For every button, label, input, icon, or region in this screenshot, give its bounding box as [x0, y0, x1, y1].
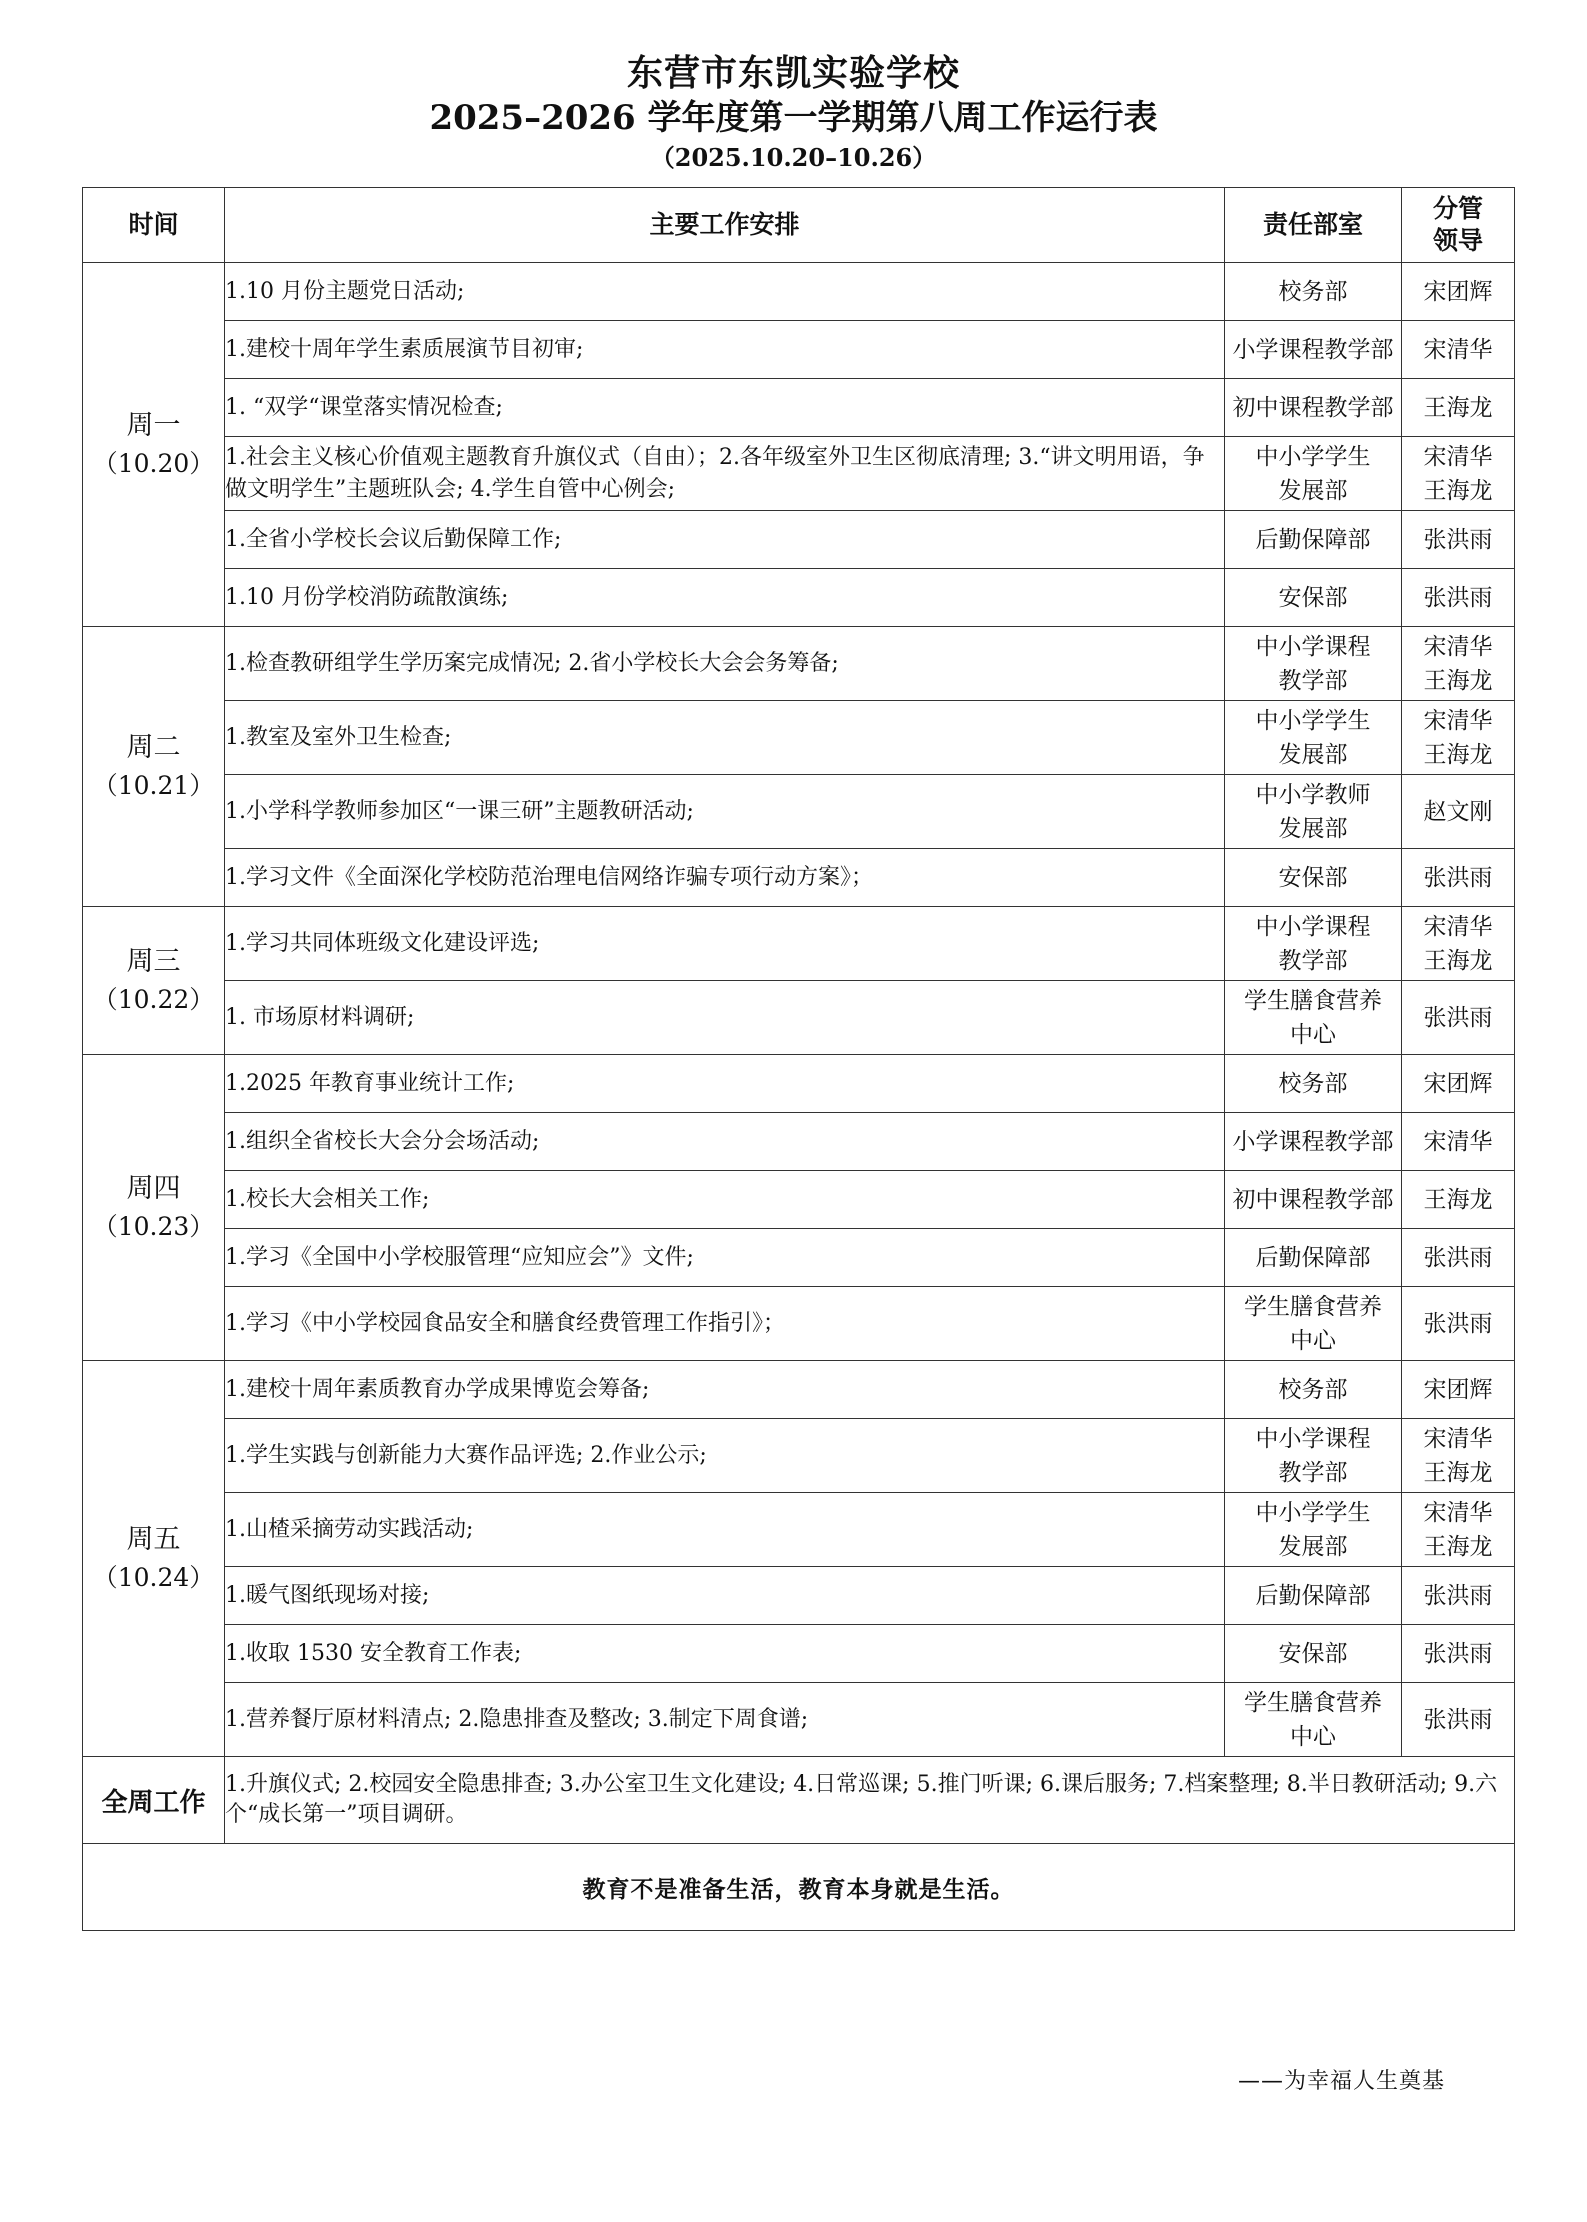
day-date: （10.24） [92, 1562, 215, 1592]
leader-cell: 张洪雨 [1402, 1567, 1515, 1625]
table-row [83, 1567, 1515, 1625]
dept-cell: 安保部 [1225, 569, 1402, 627]
school-name: 东营市东凯实验学校 [626, 52, 960, 94]
day-cell [83, 907, 225, 1055]
table-row [83, 849, 1515, 907]
leader-cell: 张洪雨 [1402, 1625, 1515, 1683]
date-range: （2025.10.20–10.26） [650, 143, 937, 172]
footer-slogan: ——为幸福人生奠基 [1238, 2069, 1446, 2094]
dept-cell: 小学课程教学部 [1225, 321, 1402, 379]
leader-cell: 张洪雨 [1402, 1229, 1515, 1287]
all-week-row [83, 1757, 1515, 1844]
leader-cell: 宋清华 王海龙 [1402, 627, 1515, 701]
leader-cell: 张洪雨 [1402, 981, 1515, 1055]
day-date: （10.21） [92, 770, 215, 800]
table-row [83, 1625, 1515, 1683]
task-cell: 1.学习共同体班级文化建设评选; [225, 907, 1225, 981]
col-header-work: 主要工作安排 [225, 188, 1225, 263]
day-cell [83, 263, 225, 627]
col-header-dept: 责任部室 [1225, 188, 1402, 263]
table-header-row [83, 188, 1515, 263]
table-row [83, 1287, 1515, 1361]
leader-cell: 宋清华 王海龙 [1402, 907, 1515, 981]
leader-cell: 张洪雨 [1402, 1287, 1515, 1361]
leader-cell: 宋清华 王海龙 [1402, 1419, 1515, 1493]
table-row [83, 263, 1515, 321]
task-cell: 1.校长大会相关工作; [225, 1171, 1225, 1229]
day-label: 周一 [126, 409, 181, 441]
leader-cell: 宋清华 王海龙 [1402, 437, 1515, 511]
table-row [83, 907, 1515, 981]
table-row [83, 1361, 1515, 1419]
motto-text: 教育不是准备生活，教育本身就是生活。 [83, 1844, 1515, 1931]
day-label: 周五 [126, 1523, 181, 1555]
leader-cell: 张洪雨 [1402, 569, 1515, 627]
schedule-table [82, 187, 1515, 1931]
dept-cell: 后勤保障部 [1225, 511, 1402, 569]
dept-cell: 小学课程教学部 [1225, 1113, 1402, 1171]
leader-cell: 宋团辉 [1402, 1361, 1515, 1419]
task-cell: 1.教室及室外卫生检查; [225, 701, 1225, 775]
day-label: 周二 [126, 731, 181, 763]
task-cell: 1.建校十周年学生素质展演节目初审; [225, 321, 1225, 379]
dept-cell: 中小学学生 发展部 [1225, 701, 1402, 775]
dept-cell: 中小学课程 教学部 [1225, 907, 1402, 981]
table-row [83, 627, 1515, 701]
task-cell: 1.建校十周年素质教育办学成果博览会筹备; [225, 1361, 1225, 1419]
dept-cell: 学生膳食营养 中心 [1225, 1287, 1402, 1361]
table-row [83, 1113, 1515, 1171]
table-row [83, 1055, 1515, 1113]
page-header [0, 50, 1587, 176]
dept-cell: 校务部 [1225, 1361, 1402, 1419]
leader-cell: 张洪雨 [1402, 511, 1515, 569]
task-cell: 1.暖气图纸现场对接; [225, 1567, 1225, 1625]
leader-cell: 王海龙 [1402, 379, 1515, 437]
task-cell: 1.收取 1530 安全教育工作表; [225, 1625, 1225, 1683]
table-row [83, 1493, 1515, 1567]
dept-cell: 初中课程教学部 [1225, 1171, 1402, 1229]
day-date: （10.23） [92, 1211, 215, 1241]
task-cell: 1.全省小学校长会议后勤保障工作; [225, 511, 1225, 569]
dept-cell: 初中课程教学部 [1225, 379, 1402, 437]
dept-cell: 中小学学生 发展部 [1225, 437, 1402, 511]
task-cell: 1.2025 年教育事业统计工作; [225, 1055, 1225, 1113]
table-row [83, 1171, 1515, 1229]
task-cell: 1.10 月份学校消防疏散演练; [225, 569, 1225, 627]
table-row [83, 981, 1515, 1055]
task-cell: 1.学生实践与创新能力大赛作品评选; 2.作业公示; [225, 1419, 1225, 1493]
dept-cell: 后勤保障部 [1225, 1229, 1402, 1287]
task-cell: 1.学习《中小学校园食品安全和膳食经费管理工作指引》； [225, 1287, 1225, 1361]
leader-cell: 张洪雨 [1402, 1683, 1515, 1757]
dept-cell: 中小学课程 教学部 [1225, 627, 1402, 701]
table-row [83, 511, 1515, 569]
leader-cell: 张洪雨 [1402, 849, 1515, 907]
table-row [83, 775, 1515, 849]
task-cell: 1.10 月份主题党日活动; [225, 263, 1225, 321]
task-cell: 1.小学科学教师参加区“一课三研”主题教研活动; [225, 775, 1225, 849]
leader-cell: 宋团辉 [1402, 1055, 1515, 1113]
dept-cell: 安保部 [1225, 849, 1402, 907]
dept-cell: 校务部 [1225, 1055, 1402, 1113]
task-cell: 1.学习《全国中小学校服管理“应知应会”》文件; [225, 1229, 1225, 1287]
task-cell: 1. “双学“课堂落实情况检查; [225, 379, 1225, 437]
table-row [83, 437, 1515, 511]
task-cell: 1.社会主义核心价值观主题教育升旗仪式（自由）；2.各年级室外卫生区彻底清理; 3.“讲文明用语，争做文明学生”主题班队会; 4.学生自管中心例会; [225, 437, 1225, 511]
day-cell [83, 1055, 225, 1361]
day-cell [83, 1361, 225, 1757]
dept-cell: 后勤保障部 [1225, 1567, 1402, 1625]
dept-cell: 学生膳食营养 中心 [1225, 1683, 1402, 1757]
leader-cell: 王海龙 [1402, 1171, 1515, 1229]
task-cell: 1.山楂采摘劳动实践活动; [225, 1493, 1225, 1567]
table-row [83, 379, 1515, 437]
dept-cell: 校务部 [1225, 263, 1402, 321]
task-cell: 1.组织全省校长大会分会场活动; [225, 1113, 1225, 1171]
day-date: （10.22） [92, 984, 215, 1014]
leader-cell: 宋清华 王海龙 [1402, 701, 1515, 775]
dept-cell: 中小学教师 发展部 [1225, 775, 1402, 849]
leader-cell: 宋清华 [1402, 1113, 1515, 1171]
task-cell: 1. 市场原材料调研; [225, 981, 1225, 1055]
leader-cell: 赵文刚 [1402, 775, 1515, 849]
all-week-text: 1.升旗仪式; 2.校园安全隐患排查; 3.办公室卫生文化建设; 4.日常巡课; 5.推门听课; 6.课后服务; 7.档案整理; 8.半日教研活动; 9.六个“成长第一”项目调研。 [225, 1757, 1515, 1844]
schedule-body [83, 263, 1515, 1757]
day-date: （10.20） [92, 448, 215, 478]
table-row [83, 1419, 1515, 1493]
page-title: 2025–2026 学年度第一学期第八周工作运行表 [429, 98, 1158, 138]
leader-cell: 宋清华 王海龙 [1402, 1493, 1515, 1567]
task-cell: 1.检查教研组学生学历案完成情况; 2.省小学校长大会会务筹备; [225, 627, 1225, 701]
leader-cell: 宋团辉 [1402, 263, 1515, 321]
day-label: 周四 [126, 1172, 181, 1204]
table-row [83, 1229, 1515, 1287]
all-week-label: 全周工作 [83, 1757, 225, 1844]
dept-cell: 安保部 [1225, 1625, 1402, 1683]
dept-cell: 中小学学生 发展部 [1225, 1493, 1402, 1567]
motto-row [83, 1844, 1515, 1931]
table-row [83, 321, 1515, 379]
dept-cell: 中小学课程 教学部 [1225, 1419, 1402, 1493]
col-header-time: 时间 [83, 188, 225, 263]
table-row [83, 1683, 1515, 1757]
table-row [83, 701, 1515, 775]
task-cell: 1.学习文件《全面深化学校防范治理电信网络诈骗专项行动方案》； [225, 849, 1225, 907]
task-cell: 1.营养餐厅原材料清点; 2.隐患排查及整改; 3.制定下周食谱; [225, 1683, 1225, 1757]
table-row [83, 569, 1515, 627]
dept-cell: 学生膳食营养 中心 [1225, 981, 1402, 1055]
day-label: 周三 [126, 945, 181, 977]
leader-cell: 宋清华 [1402, 321, 1515, 379]
col-header-leader: 分管 领导 [1402, 188, 1515, 263]
day-cell [83, 627, 225, 907]
